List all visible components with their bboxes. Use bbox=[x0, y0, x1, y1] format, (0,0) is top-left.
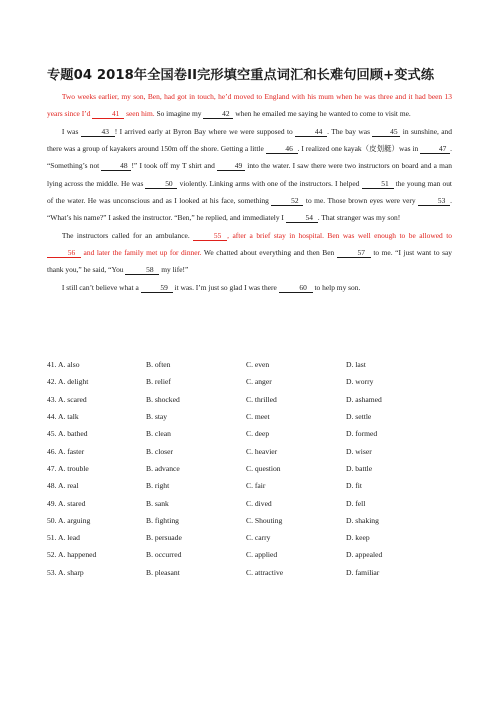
option-row-43: 43. A. scared B. shocked C. thrilled D. ashamed bbox=[47, 394, 382, 404]
blank-42: 42 bbox=[203, 109, 233, 119]
blank-49: 49 bbox=[217, 161, 245, 171]
blank-58: 58 bbox=[125, 265, 159, 275]
option-row-49: 49. A. stared B. sank C. dived D. fell bbox=[47, 498, 366, 508]
answer-options bbox=[47, 356, 467, 581]
blank-57: 57 bbox=[337, 248, 371, 258]
paragraph-1: Two weeks earlier, my son, Ben, had got in touch, he’d moved to England with his mum when he was three and it had been 13 years since I’d 41 seen him. So imagine my 42 when he emailed me saying he wanted to come to visit me. bbox=[47, 92, 452, 119]
option-row-52: 52. A. happened B. occurred C. applied D. appealed bbox=[47, 550, 383, 560]
page-title: 专题04 2018年全国卷II完形填空重点词汇和长难句回顾+变式练 bbox=[47, 68, 435, 83]
option-row-41: 41. A. also B. often C. even D. last bbox=[47, 360, 366, 370]
blank-44: 44 bbox=[295, 127, 327, 137]
blank-43: 43 bbox=[81, 127, 115, 137]
blank-56: 56 bbox=[47, 248, 81, 258]
blank-41: 41 bbox=[92, 109, 124, 119]
option-row-48: 48. A. real B. right C. fair D. fit bbox=[47, 481, 363, 491]
highlighted-sentence: Two weeks earlier, my son, Ben, had got in touch, he’d moved to England with his mum when he was three and it had been 13 years since I’d 41 seen him. bbox=[47, 92, 452, 119]
blank-46: 46 bbox=[266, 144, 298, 154]
blank-52: 52 bbox=[271, 196, 303, 206]
blank-54: 54 bbox=[286, 213, 318, 223]
option-row-44: 44. A. talk B. stay C. meet D. settle bbox=[47, 412, 372, 422]
paragraph-4: I still can’t believe what a 59 it was. I’m just so glad I was there 60 to help my son. bbox=[61, 282, 361, 292]
option-row-46: 46. A. faster B. closer C. heavier D. wiser bbox=[47, 446, 372, 456]
option-row-50: 50. A. arguing B. fighting C. Shouting D. shaking bbox=[47, 515, 379, 525]
option-row-53: 53. A. sharp B. pleasant C. attractive D. familiar bbox=[47, 567, 380, 577]
blank-55: 55 bbox=[193, 231, 227, 241]
blank-47: 47 bbox=[420, 144, 450, 154]
option-row-51: 51. A. lead B. persuade C. carry D. keep bbox=[47, 533, 370, 543]
blank-48: 48 bbox=[101, 161, 131, 171]
blank-59: 59 bbox=[141, 283, 173, 293]
cloze-passage bbox=[47, 88, 452, 296]
option-row-47: 47. A. trouble B. advance C. question D. battle bbox=[47, 463, 373, 473]
highlighted-sentence: 55 , after a brief stay in hospital. Ben was well enough to be allowed to 56 and later the family met up for dinner. bbox=[47, 231, 452, 257]
blank-53: 53 bbox=[418, 196, 450, 206]
blank-45: 45 bbox=[372, 127, 400, 137]
blank-60: 60 bbox=[279, 283, 313, 293]
option-row-42: 42. A. delight B. relief C. anger D. worry bbox=[47, 377, 374, 387]
paragraph-3: The instructors called for an ambulance. 55 , after a brief stay in hospital. Ben was well enough to be allowed to 56 and later the family met up for dinner. We chatted about everything and then Ben 57 to me. “I just want to say thank you,” he said, “You 58 my life!” bbox=[47, 230, 452, 275]
blank-51: 51 bbox=[362, 179, 394, 189]
blank-50: 50 bbox=[145, 179, 177, 189]
paragraph-2: I was 43 ! I arrived early at Byron Bay where we were supposed to 44 . The bay was 45 in sunshine, and there was a group of kayakers around 150m off the shore. Getting a little 46 . I realized one kayak（皮划艇）was in 47 . “Something’s not 48 !” I took off my T shirt and 49 into the water. I saw there were two instructors on board and a man lying across the middle. He was 50 violently. Linking arms with one of the instructors. I helped 51 the young man out of the water. He was unconscious and as I looked at his face, something 52 to me. Those brown eyes were very 53 . “What’s his name?” I asked the instructor. “Ben,” he replied, and immediately I 54 . That stranger was my son! bbox=[47, 126, 453, 223]
option-row-45: 45. A. bathed B. clean C. deep D. formed bbox=[47, 429, 378, 439]
